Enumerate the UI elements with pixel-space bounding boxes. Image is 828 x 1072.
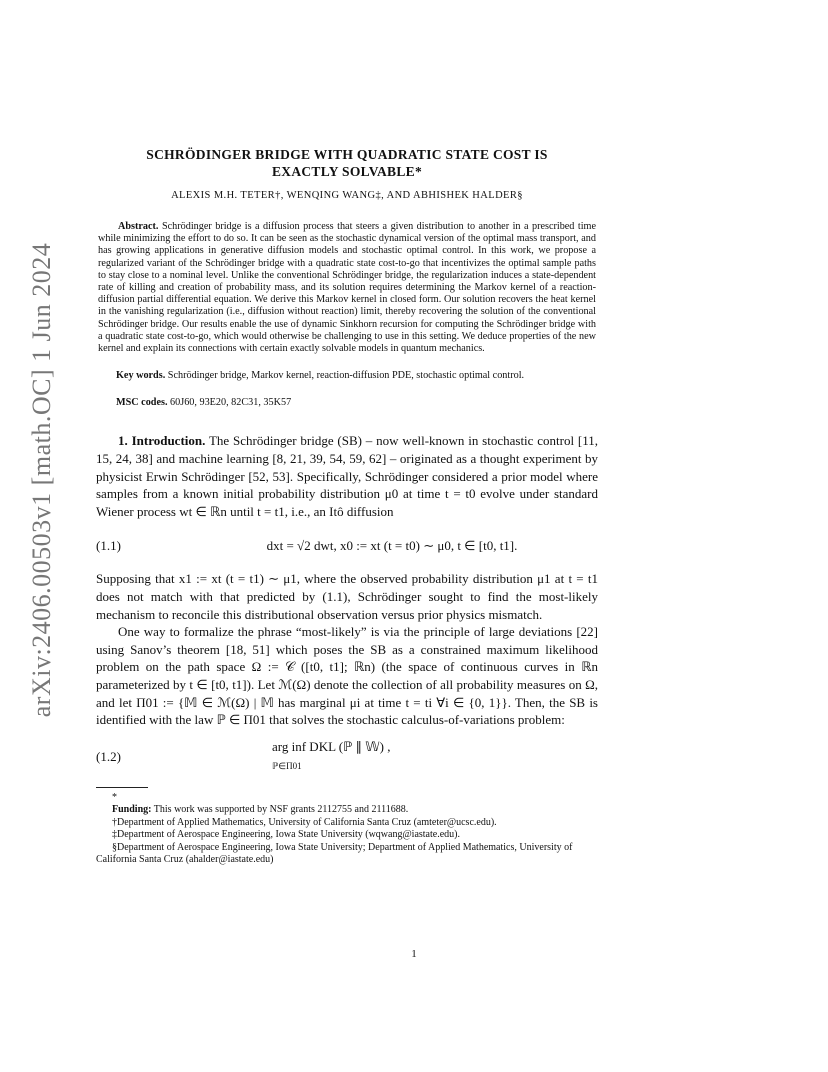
- equation-number-1-1: (1.1): [96, 537, 121, 553]
- keywords-label: Key words.: [116, 370, 166, 382]
- equation-body-1-2: [186, 738, 598, 775]
- keywords-text: Schrödinger bridge, Markov kernel, reaction-diffusion PDE, stochastic optimal control.: [167, 370, 525, 382]
- footnote-star: *: [112, 791, 117, 803]
- footnotes: [96, 792, 598, 867]
- footnote-funding-label: Funding:: [112, 804, 152, 816]
- section-title: 1. Introduction.: [118, 433, 206, 449]
- msc-label: MSC codes.: [116, 397, 168, 409]
- equation-main-1-2: arg inf DKL (ℙ ∥ 𝕎) ,: [272, 739, 391, 755]
- footnote-section: §Department of Aerospace Engineering, Iowa State University; Department of Applied Mathematics, University of California Santa Cruz (ahalder@iastate.edu): [96, 841, 573, 866]
- paper-title: [96, 146, 598, 180]
- intro-paragraph-2: Supposing that x1 := xt (t = t1) ∼ μ1, where the observed probability distribution μ1 at t = t1 does not match with that predicted by (1.1), Schrödinger sought to find the most-likely mechanism to reconcile this distributional observation versus prior physics mismatch.: [96, 571, 598, 622]
- author-list: ALEXIS M.H. TETER†, WENQING WANG‡, AND ABHISHEK HALDER§: [171, 190, 523, 201]
- abstract-text: Schrödinger bridge is a diffusion process that steers a given distribution to another in a prescribed time while minimizing the effort to do so. It can be seen as the stochastic dynamical version of the optimal mass transport, and has growing applications in generative diffusion models and stochastic optimal control. In this work, we propose a regularized variant of the Schrödinger bridge with a quadratic state cost-to-go that incentivizes the optimal sample paths to stay close to a nominal level. Unlike the conventional Schrödinger bridge, the regularization induces a state-dependent rate of killing and creation of probability mass, and its solution requires determining the Markov kernel of a reaction-diffusion partial differential equation. We derive this Markov kernel in closed form. Our solution recovers the heat kernel in the vanishing regularization (i.e., diffusion without reaction) limit, thereby recovering the solution of the conventional Schrödinger bridge. Our results enable the use of dynamic Sinkhorn recursion for computing the Schrödinger bridge with a quadratic state cost-to-go, which would otherwise be challenging to use in this setting. We deduce properties of the new kernel and explain its connections with certain exactly solvable models in quantum mechanics.: [98, 221, 596, 355]
- abstract-label: Abstract.: [118, 221, 159, 232]
- equation-1-1: [96, 530, 598, 560]
- arxiv-side-identifier: [22, 242, 62, 718]
- intro-paragraph-1: The Schrödinger bridge (SB) – now well-known in stochastic control [11, 15, 24, 38] and machine learning [8, 21, 39, 54, 59, 62] – originated as a thought experiment by physicist Erwin Schrödinger [52, 53]. Specifically, Schrödinger considered a prior model where samples from a known initial probability distribution μ0 at time t = t0 evolve under standard Wiener process wt ∈ ℝn until t = t1, i.e., an Itô diffusion: [96, 433, 599, 519]
- footnote-funding-text: This work was supported by NSF grants 2112755 and 2111688.: [153, 804, 409, 816]
- equation-1-2: [96, 739, 598, 775]
- footnote-double-dagger: ‡Department of Aerospace Engineering, Iowa State University (wqwang@iastate.edu).: [112, 829, 460, 841]
- equation-subscript-1-2: ℙ∈Π01: [272, 760, 302, 771]
- title-line-1: SCHRÖDINGER BRIDGE WITH QUADRATIC STATE COST IS: [146, 147, 548, 162]
- footnote-rule: [96, 787, 148, 788]
- abstract: [96, 221, 598, 355]
- equation-number-1-2: (1.2): [96, 748, 121, 764]
- paper-page: [96, 146, 598, 867]
- equation-body-1-1: dxt = √2 dwt, x0 := xt (t = t0) ∼ μ0, t ∈ [t0, t1].: [266, 537, 518, 553]
- page-number: 1: [411, 948, 417, 960]
- msc-text: 60J60, 93E20, 82C31, 35K57: [170, 397, 292, 409]
- intro-paragraph-3: One way to formalize the phrase “most-likely” is via the principle of large deviations [22] using Sanov’s theorem [18, 51] which poses the SB as a constrained maximum likelihood problem on the path space Ω := 𝒞 ([t0, t1]; ℝn) (the space of continuous curves in ℝn parameterized by t ∈ [t0, t1]). Let ℳ(Ω) denote the collection of all probability measures on Ω, and let Π01 := {𝕄 ∈ ℳ(Ω) | 𝕄 has marginal μi at time t = ti ∀i ∈ {0, 1}}. Then, the SB is identified with the law ℙ ∈ Π01 that solves the stochastic calculus-of-variations problem:: [96, 624, 598, 728]
- arxiv-identifier-text: arXiv:2406.00503v1 [math.OC] 1 Jun 2024: [27, 242, 56, 718]
- footnote-dagger: †Department of Applied Mathematics, University of California Santa Cruz (amteter@ucsc.edu).: [112, 816, 497, 828]
- introduction: [96, 432, 598, 774]
- title-line-2: EXACTLY SOLVABLE*: [271, 164, 423, 179]
- footnote-funding: [96, 804, 598, 817]
- keywords: [96, 370, 598, 382]
- msc-codes: [96, 397, 598, 408]
